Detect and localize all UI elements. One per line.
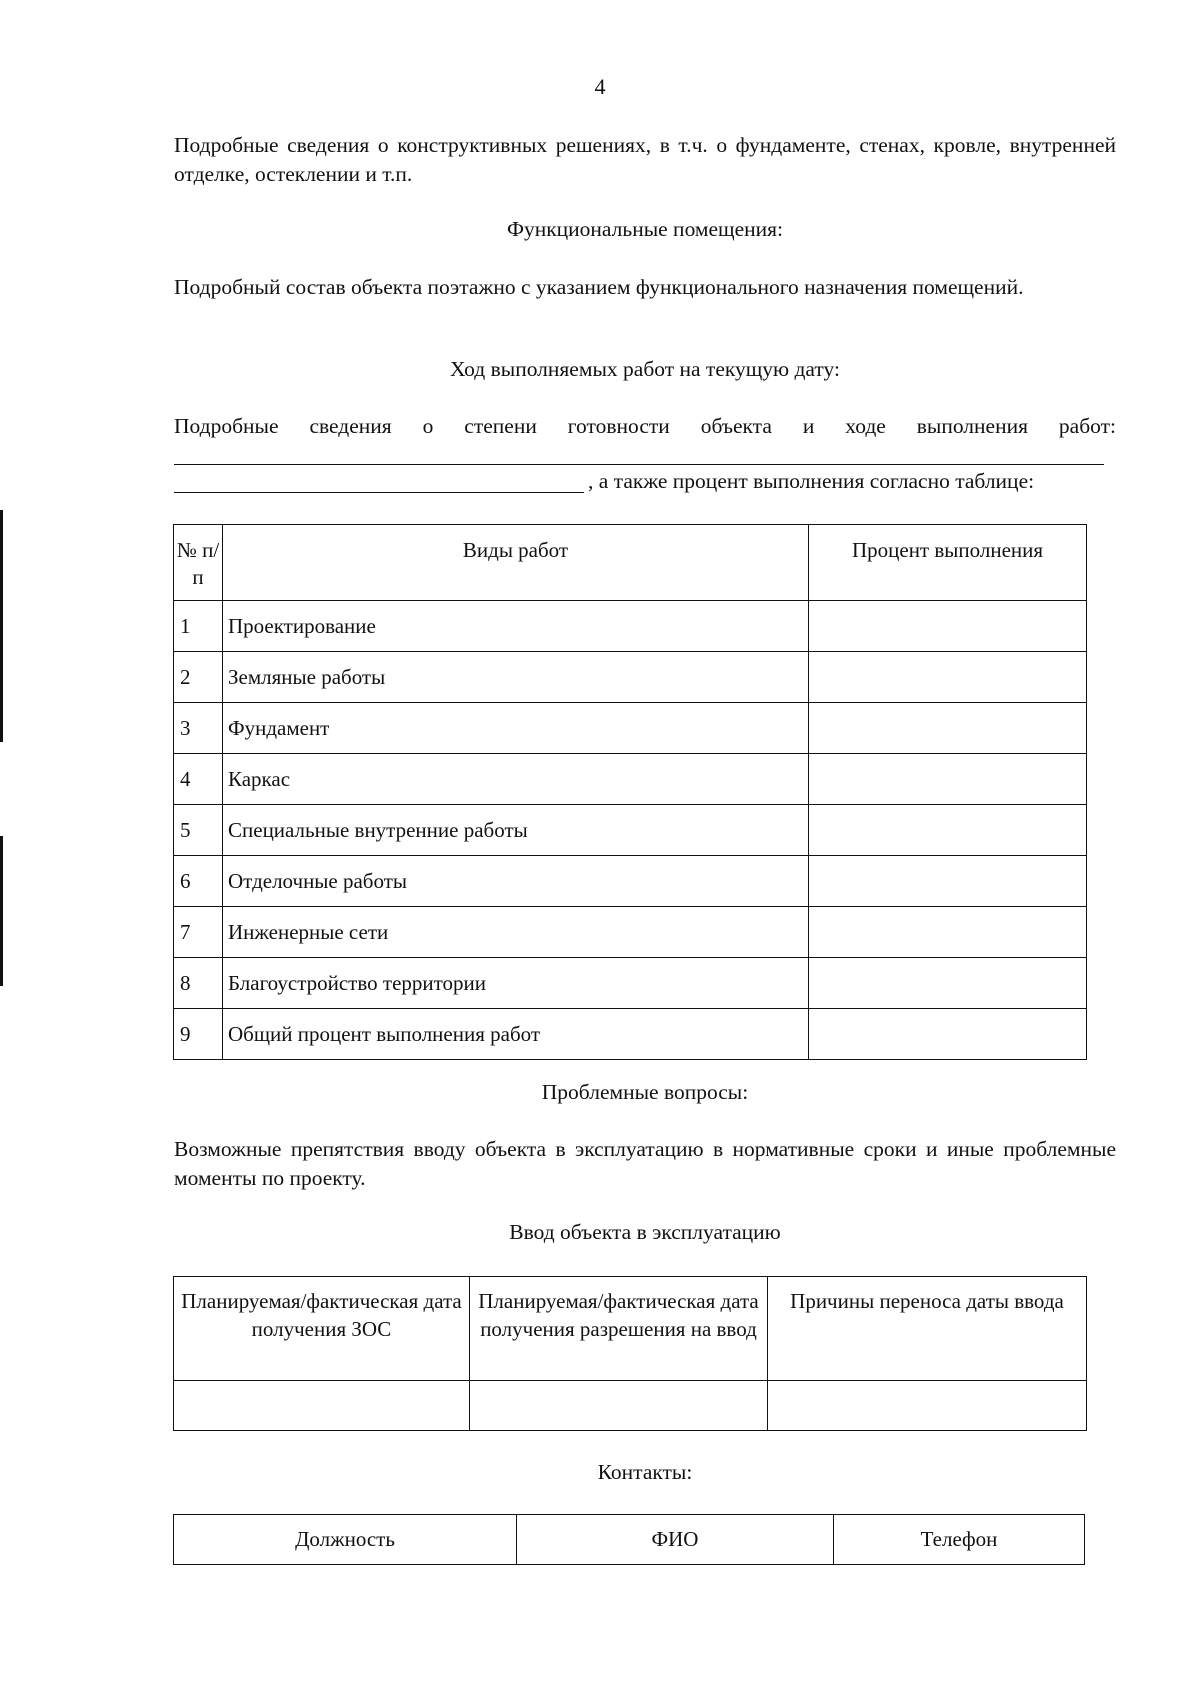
progress-heading: Ход выполняемых работ на текущую дату: (450, 357, 840, 381)
commission-table-header (174, 1277, 1087, 1381)
row-work: Отделочные работы (223, 856, 809, 907)
contacts-heading: Контакты: (597, 1460, 693, 1484)
row-number: 8 (174, 958, 223, 1009)
fio-header: ФИО (517, 1515, 834, 1565)
scan-edge-mark (0, 836, 3, 986)
position-header: Должность (174, 1515, 517, 1565)
row-work: Общий процент выполнения работ (223, 1009, 809, 1060)
phone-header: Телефон (834, 1515, 1085, 1565)
issues-heading: Проблемные вопросы: (541, 1080, 749, 1104)
row-percent[interactable] (809, 1009, 1087, 1060)
contacts-table-header (174, 1515, 1085, 1565)
table-row (174, 1009, 1087, 1060)
zos-date-cell[interactable] (174, 1381, 470, 1431)
row-number: 2 (174, 652, 223, 703)
row-work: Проектирование (223, 601, 809, 652)
row-percent[interactable] (809, 958, 1087, 1009)
scan-edge-mark (0, 510, 3, 742)
table-row (174, 754, 1087, 805)
row-work: Фундамент (223, 703, 809, 754)
works-table-header (174, 525, 1087, 601)
row-work: Специальные внутренние работы (223, 805, 809, 856)
page-number: 4 (594, 74, 606, 99)
table-row (174, 907, 1087, 958)
row-number: 6 (174, 856, 223, 907)
commission-heading: Ввод объекта в эксплуатацию (509, 1220, 781, 1244)
row-percent[interactable] (809, 703, 1087, 754)
commission-table (173, 1276, 1087, 1431)
fill-suffix-text: , а также процент выполнения согласно таблице: (588, 469, 1035, 493)
row-percent[interactable] (809, 805, 1087, 856)
reasons-header: Причины переноса даты ввода (768, 1277, 1087, 1381)
row-percent[interactable] (809, 856, 1087, 907)
works-table (173, 524, 1087, 1060)
row-number: 1 (174, 601, 223, 652)
row-percent[interactable] (809, 652, 1087, 703)
row-work: Инженерные сети (223, 907, 809, 958)
contacts-table (173, 1514, 1085, 1565)
table-row (174, 958, 1087, 1009)
table-row (174, 805, 1087, 856)
table-row (174, 601, 1087, 652)
row-work: Земляные работы (223, 652, 809, 703)
issues-text: Возможные препятствия вводу объекта в эксплуатацию в нормативные сроки и иные проблемные моменты по проекту. (174, 1137, 1116, 1190)
row-work: Каркас (223, 754, 809, 805)
row-percent[interactable] (809, 754, 1087, 805)
row-percent[interactable] (809, 907, 1087, 958)
row-number: 7 (174, 907, 223, 958)
col-percent-header: Процент выполнения (809, 525, 1087, 601)
zos-date-header: Планируемая/фактическая дата получения ЗОС (174, 1277, 470, 1381)
functional-text: Подробный состав объекта поэтажно с указанием функционального назначения помещений. (174, 275, 1024, 299)
permit-date-header: Планируемая/фактическая дата получения разрешения на ввод (470, 1277, 768, 1381)
row-percent[interactable] (809, 601, 1087, 652)
table-row (174, 1381, 1087, 1431)
fill-line-2[interactable] (174, 492, 584, 493)
reasons-cell[interactable] (768, 1381, 1087, 1431)
progress-text: Подробные сведения о степени готовности объекта и ходе выполнения работ: (174, 414, 1116, 438)
functional-heading: Функциональные помещения: (506, 217, 784, 241)
permit-date-cell[interactable] (470, 1381, 768, 1431)
col-number-header: № п/п (174, 525, 223, 601)
row-number: 5 (174, 805, 223, 856)
row-number: 4 (174, 754, 223, 805)
table-row (174, 652, 1087, 703)
row-work: Благоустройство территории (223, 958, 809, 1009)
table-row (174, 856, 1087, 907)
row-number: 3 (174, 703, 223, 754)
col-work-header: Виды работ (223, 525, 809, 601)
constructive-text: Подробные сведения о конструктивных решениях, в т.ч. о фундаменте, стенах, кровле, внутренней отделке, остеклении и т.п. (174, 133, 1116, 186)
row-number: 9 (174, 1009, 223, 1060)
table-row (174, 703, 1087, 754)
fill-line-1[interactable] (174, 464, 1104, 465)
